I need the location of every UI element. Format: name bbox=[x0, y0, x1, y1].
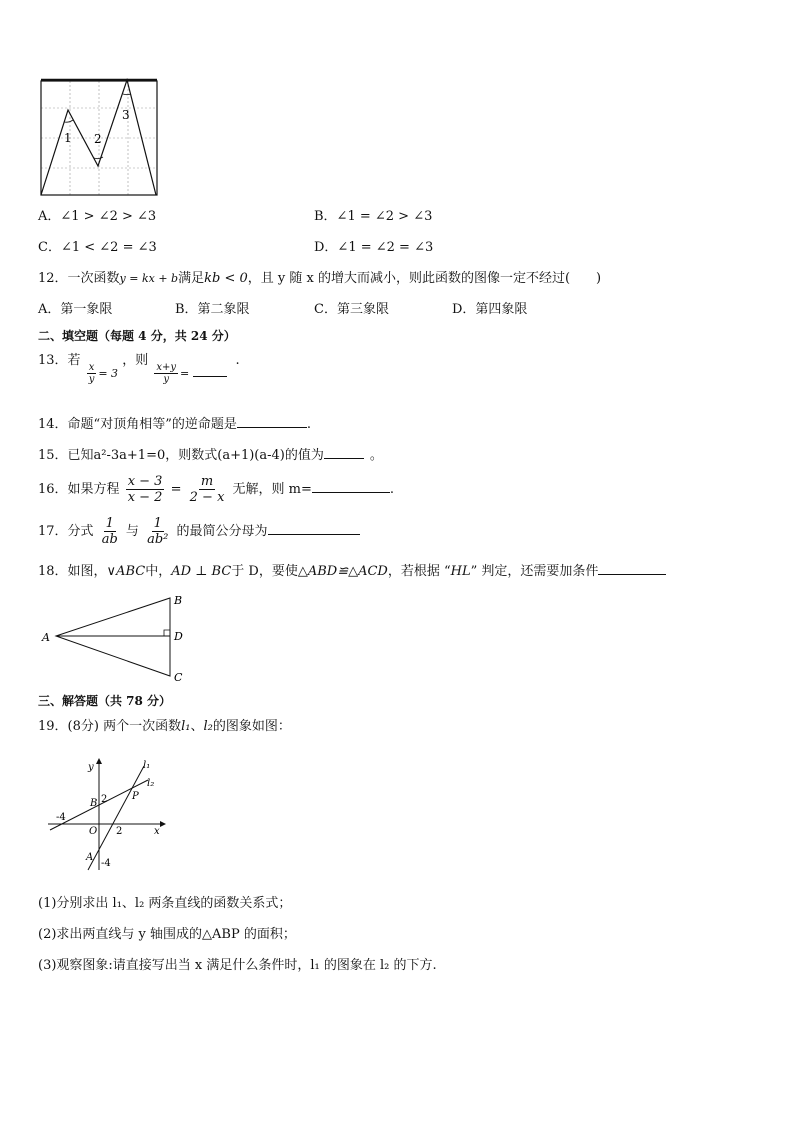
question-14: 14．命题“对顶角相等”的逆命题是 . bbox=[38, 417, 311, 432]
question-17: 17．分式 $\frac{1}{ab}$ 与 $\frac{1}{\text{ab²}}$ 的最简公分母为 bbox=[38, 516, 360, 547]
vertex-a-label: A bbox=[42, 631, 50, 644]
vertex-b-label: B bbox=[174, 594, 183, 607]
q11-option-c: C．∠1 < ∠2 = ∠3 bbox=[38, 240, 157, 255]
question-13: 13．若 $\frac{x}{y}$ = 3 ，则 $\frac{x+y}{y}$ = . bbox=[38, 353, 240, 385]
q14-answer-blank[interactable] bbox=[237, 415, 307, 428]
q11-option-b: B．∠1 = ∠2 > ∠3 bbox=[314, 209, 433, 224]
question-19: 19．(8分) 两个一次函数l₁、l₂的图象如图： bbox=[38, 719, 291, 734]
angle-grid-figure bbox=[38, 78, 160, 198]
tick-2-x: 2 bbox=[116, 826, 123, 837]
q12-option-c: C．第三象限 bbox=[314, 302, 389, 317]
origin-label: O bbox=[89, 826, 98, 837]
q12-option-b: B．第二象限 bbox=[175, 302, 250, 317]
q12-option-a: A．第一象限 bbox=[38, 302, 113, 317]
line-l1-label: l₁ bbox=[143, 760, 151, 771]
q12-option-d: D．第四象限 bbox=[452, 302, 528, 317]
angle-label-2: 2 bbox=[94, 132, 102, 146]
point-p-label: P bbox=[132, 791, 139, 802]
q13-answer-blank[interactable] bbox=[193, 364, 227, 377]
q18-answer-blank[interactable] bbox=[598, 562, 666, 575]
vertex-c-label: C bbox=[174, 671, 183, 684]
point-d-label: D bbox=[174, 630, 183, 643]
point-a-label: A bbox=[86, 852, 94, 863]
q19-part-2: (2)求出两直线与 y 轴围成的△ABP 的面积； bbox=[38, 927, 296, 942]
angle-label-1: 1 bbox=[64, 131, 72, 145]
y-axis-label: y bbox=[88, 762, 94, 773]
linear-functions-graph bbox=[44, 756, 166, 874]
line-l2-label: l₂ bbox=[147, 778, 155, 789]
question-18: 18．如图，∨ABC中，AD ⊥ BC于 D，要使△ABD≌△ACD，若根据 “HL” 判定，还需要加条件 bbox=[38, 562, 666, 581]
point-b-label: B bbox=[90, 798, 98, 809]
section-3-title: 三、解答题（共 78 分） bbox=[38, 694, 172, 708]
angle-label-3: 3 bbox=[122, 108, 130, 122]
tick-neg4-x: -4 bbox=[56, 812, 66, 823]
q19-part-1: (1)分别求出 l₁、l₂ 两条直线的函数关系式； bbox=[38, 896, 292, 911]
x-axis-label: x bbox=[154, 826, 160, 837]
q17-answer-blank[interactable] bbox=[268, 522, 360, 535]
question-16: 16．如果方程 $\frac{x - 3}{x - 2}$ = $\frac{m}{2 - x}$ 无解，则 m= . bbox=[38, 474, 395, 505]
question-12: 12．一次函数y = kx + b满足kb < 0，且 y 随 x 的增大而减小，则此函数的图像一定不经过( ) bbox=[38, 271, 602, 286]
tick-2-y: 2 bbox=[101, 794, 108, 805]
section-2-title: 二、填空题（每题 4 分，共 24 分） bbox=[38, 329, 236, 343]
triangle-abc-figure bbox=[38, 590, 198, 686]
question-15: 15．已知a²-3a+1=0，则数式(a+1)(a-4)的值为 。 bbox=[38, 448, 383, 463]
q11-option-a: A．∠1 > ∠2 > ∠3 bbox=[38, 209, 157, 224]
tick-neg4-y: -4 bbox=[101, 858, 111, 869]
q19-part-3: (3)观察图象:请直接写出当 x 满足什么条件时，l₁ 的图象在 l₂ 的下方. bbox=[38, 958, 437, 973]
q11-option-d: D．∠1 = ∠2 = ∠3 bbox=[314, 240, 434, 255]
q16-answer-blank[interactable] bbox=[312, 480, 390, 493]
q15-answer-blank[interactable] bbox=[324, 446, 364, 459]
